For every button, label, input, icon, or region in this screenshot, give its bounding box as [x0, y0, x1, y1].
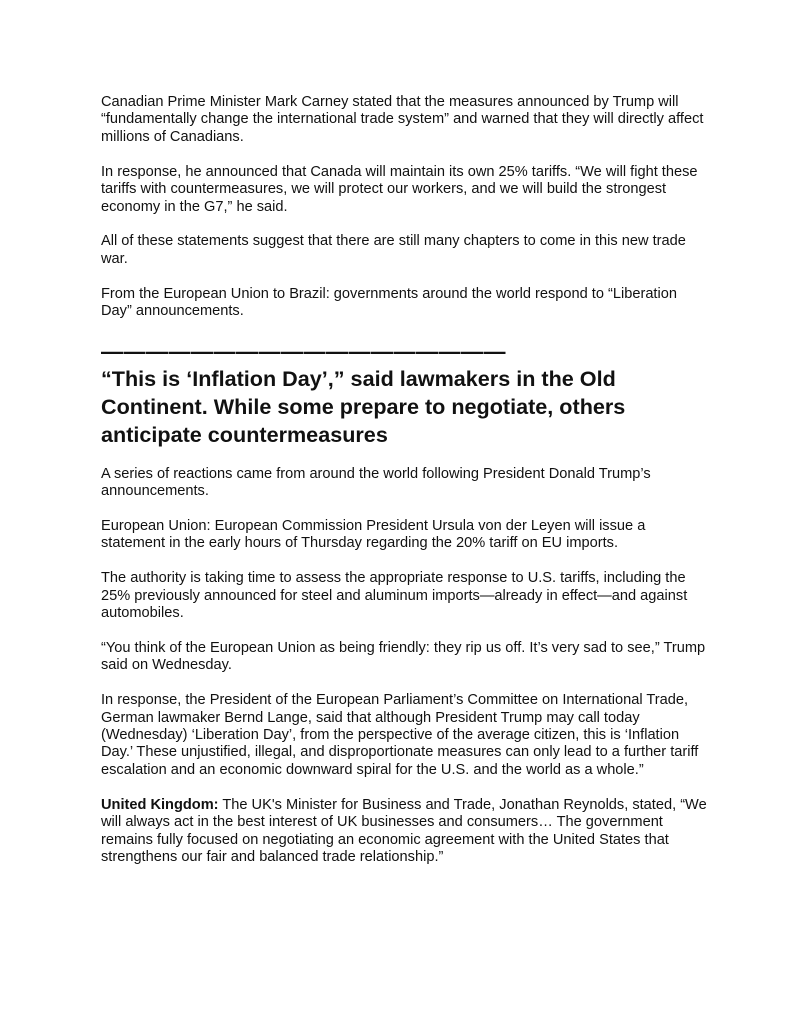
article-paragraph-1: A series of reactions came from around the world following President Donald Trump’s announcements.	[101, 465, 651, 499]
article-paragraph-4: “You think of the European Union as being friendly: they rip us off. It’s very sad to see,” Trump said on Wednesday.	[101, 639, 706, 674]
article-paragraph-3: The authority is taking time to assess the appropriate response to U.S. tariffs, including the 25% previously announced for steel and aluminum imports—already in effect—and against automobiles.	[101, 570, 688, 621]
section-divider: ——————————————————	[101, 340, 506, 363]
article-paragraph-uk	[101, 797, 711, 867]
article-paragraph-5: In response, the President of the European Parliament’s Committee on International Trade, German lawmaker Bernd Lange, said that although President Trump may call today (Wednesday) ‘Liberation Day’, from the perspective of the average citizen, this is ‘Inflation Day.’ These unjustified, illegal, and disproportionate measures can only lead to a further tariff escalation and an economic downward spiral for the U.S. and the world as a whole.”	[101, 692, 699, 778]
intro-paragraph-1: Canadian Prime Minister Mark Carney stated that the measures announced by Trump will “fundamentally change the international trade system” and warned that they will directly affect millions of Canadians.	[101, 94, 704, 145]
intro-paragraph-3: All of these statements suggest that there are still many chapters to come in this new trade war.	[101, 233, 686, 267]
uk-lead-label: United Kingdom:	[101, 796, 219, 813]
intro-paragraph-4: From the European Union to Brazil: governments around the world respond to “Liberation Day” announcements.	[101, 285, 677, 320]
uk-paragraph-text: The UK's Minister for Business and Trade, Jonathan Reynolds, stated, “We will always act in the best interest of UK businesses and consumers… The government remains fully focused on negotiating an economic agreement with the United States that strengthens our fair and balanced trade relationship.”	[101, 796, 707, 865]
intro-paragraph-2: In response, he announced that Canada will maintain its own 25% tariffs. “We will fight these tariffs with countermeasures, we will protect our workers, and we will build the strongest economy in the G7,” he said.	[101, 163, 698, 215]
article-paragraph-2: European Union: European Commission President Ursula von der Leyen will issue a statement in the early hours of Thursday regarding the 20% tariff on EU imports.	[101, 517, 646, 552]
document-page	[101, 94, 711, 866]
article-headline: “This is ‘Inflation Day’,” said lawmakers in the Old Continent. While some prepare to negotiate, others anticipate countermeasures	[101, 365, 626, 447]
